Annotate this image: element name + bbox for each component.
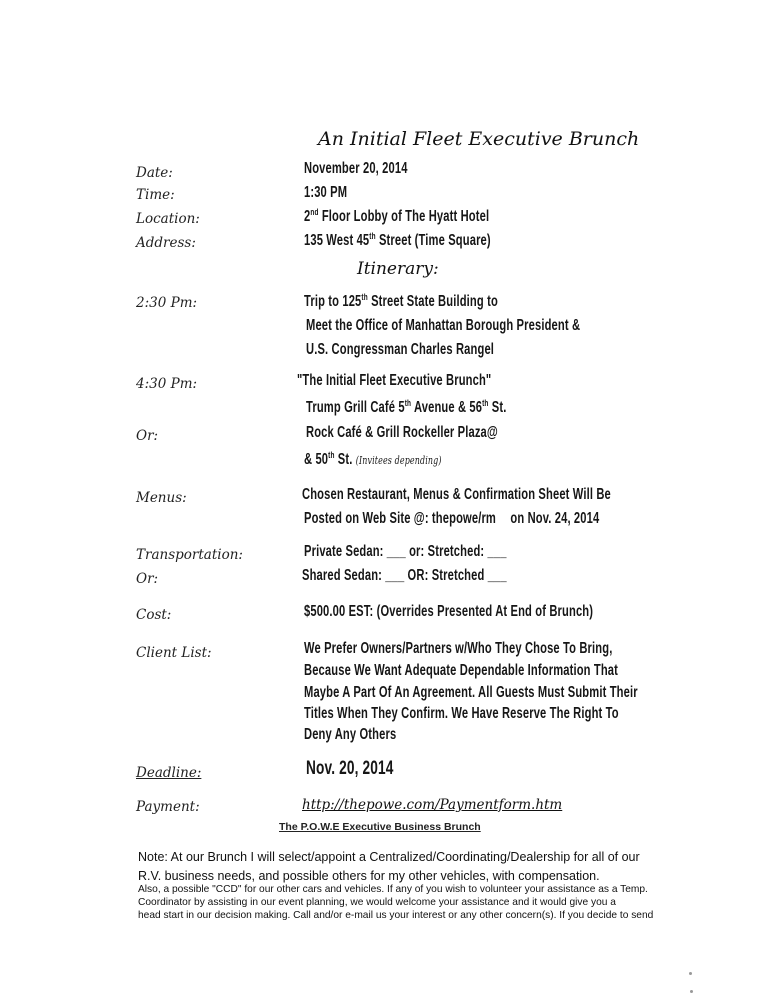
payment-link[interactable]: http://thepowe.com/Paymentform.htm bbox=[302, 797, 563, 813]
note-line: Coordinator by assisting in our event planning, we would welcome your assistance and it would give you a bbox=[138, 897, 616, 908]
transportation-line: Shared Sedan: ___ OR: Stretched ___ bbox=[302, 567, 507, 584]
payment-label: Payment: bbox=[136, 799, 200, 815]
itinerary-first-line: U.S. Congressman Charles Rangel bbox=[306, 341, 495, 358]
client-list-line: Titles When They Confirm. We Have Reserve The Right To bbox=[304, 705, 619, 722]
invitees-note: (Invitees depending) bbox=[355, 454, 442, 468]
itinerary-second-time: 4:30 Pm: bbox=[136, 376, 198, 392]
itinerary-second-line: Trump Grill Café 5th Avenue & 56th St. bbox=[306, 398, 507, 417]
deadline-label: Deadline: bbox=[136, 765, 202, 781]
itinerary-first-line: Trip to 125th Street State Building to bbox=[304, 292, 498, 311]
or-label: Or: bbox=[136, 428, 159, 444]
note-line: Also, a possible "CCD" for our other cars and vehicles. If any of you wish to volunteer your assistance as a Temp. bbox=[138, 884, 648, 895]
address-value: 135 West 45th Street (Time Square) bbox=[304, 231, 491, 250]
date-label: Date: bbox=[136, 165, 173, 181]
client-list-line: Deny Any Others bbox=[304, 726, 397, 743]
cost-label: Cost: bbox=[136, 607, 172, 623]
itinerary-second-line: "The Initial Fleet Executive Brunch" bbox=[297, 372, 492, 389]
itinerary-second-line: & 50th St. (Invitees depending) bbox=[304, 450, 442, 469]
client-list-line: Because We Want Adequate Dependable Information That bbox=[304, 662, 619, 679]
location-value: 2nd Floor Lobby of The Hyatt Hotel bbox=[304, 207, 490, 226]
client-list-line: We Prefer Owners/Partners w/Who They Chose To Bring, bbox=[304, 640, 613, 657]
scan-speck bbox=[690, 990, 693, 993]
page-title: An Initial Fleet Executive Brunch bbox=[318, 128, 640, 150]
menus-line: Chosen Restaurant, Menus & Confirmation Sheet Will Be bbox=[302, 486, 611, 503]
note-line: head start in our decision making. Call and/or e-mail us your interest or any other concern(s). If you decide to send bbox=[138, 910, 654, 921]
menus-label: Menus: bbox=[136, 490, 187, 506]
time-label: Time: bbox=[136, 187, 175, 203]
transportation-line: Private Sedan: ___ or: Stretched: ___ bbox=[304, 543, 507, 560]
location-label: Location: bbox=[136, 211, 200, 227]
date-value: November 20, 2014 bbox=[304, 160, 408, 177]
itinerary-heading: Itinerary: bbox=[357, 259, 439, 279]
itinerary-first-time: 2:30 Pm: bbox=[136, 295, 198, 311]
footer-title: The P.O.W.E Executive Business Brunch bbox=[279, 821, 481, 833]
cost-value: $500.00 EST: (Overrides Presented At End of Brunch) bbox=[304, 603, 594, 620]
client-list-label: Client List: bbox=[136, 645, 212, 661]
menus-line: Posted on Web Site @: thepowe/rm on Nov. 24, 2014 bbox=[304, 510, 600, 527]
note-line: R.V. business needs, and possible others for my other vehicles, with compensation. bbox=[138, 869, 600, 883]
or-label: Or: bbox=[136, 571, 159, 587]
itinerary-first-line: Meet the Office of Manhattan Borough President & bbox=[306, 317, 581, 334]
transportation-label: Transportation: bbox=[136, 547, 243, 563]
note-line: Note: At our Brunch I will select/appoint a Centralized/Coordinating/Dealership for all of our bbox=[138, 850, 640, 864]
time-value: 1:30 PM bbox=[304, 184, 348, 201]
deadline-value: Nov. 20, 2014 bbox=[306, 758, 394, 779]
itinerary-second-line: Rock Café & Grill Rockeller Plaza@ bbox=[306, 424, 498, 441]
scan-speck bbox=[689, 972, 692, 975]
client-list-line: Maybe A Part Of An Agreement. All Guests Must Submit Their bbox=[304, 684, 638, 701]
address-label: Address: bbox=[136, 235, 196, 251]
